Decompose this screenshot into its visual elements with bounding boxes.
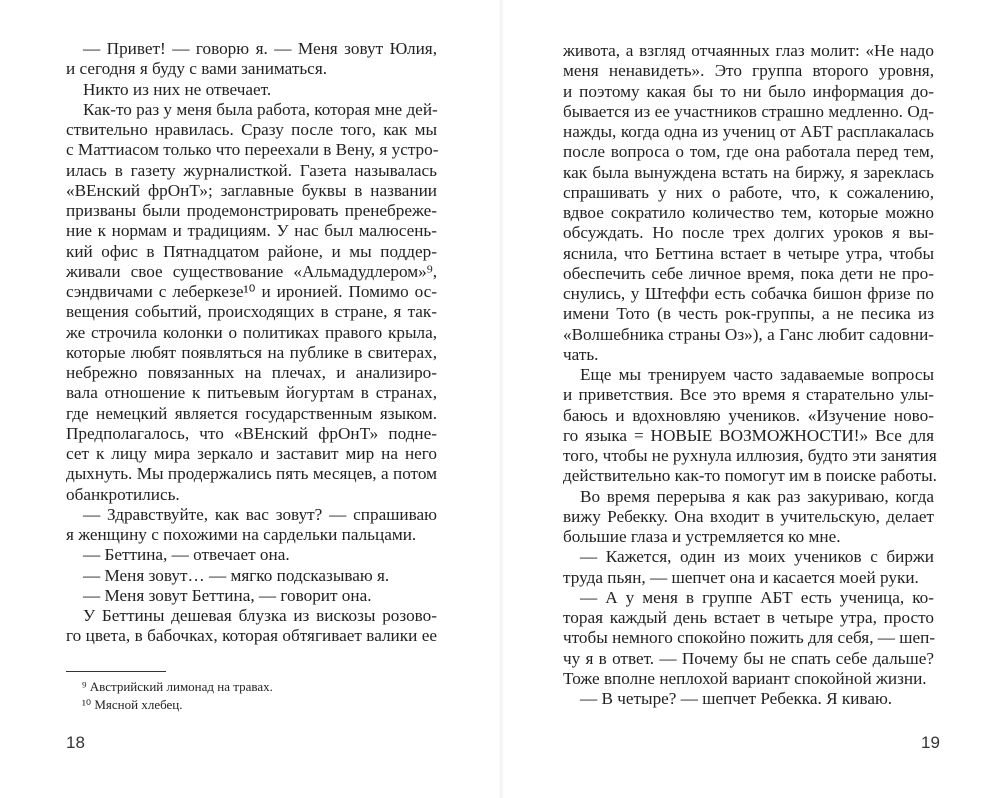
text-line: вдвое сократило количество тем, которые можно bbox=[563, 203, 934, 222]
text-line: где немецкий является государственным языком. bbox=[66, 403, 437, 423]
left-page bbox=[0, 0, 500, 798]
text-line: — Меня зовут… — мягко подсказываю я. bbox=[83, 565, 390, 585]
page-text bbox=[66, 39, 437, 647]
page-text bbox=[563, 41, 937, 709]
text-line: — Кажется, один из моих учеников с биржи bbox=[580, 547, 934, 567]
text-line: меня ненавидеть». Это группа второго уровня, bbox=[563, 61, 934, 81]
text-line: обанкротились. bbox=[66, 484, 180, 504]
paragraph bbox=[563, 41, 934, 365]
text-line: призваны были продемонстрировать пренебреже- bbox=[66, 201, 437, 220]
text-line: У Беттины дешевая блузка из вискозы розово- bbox=[83, 606, 437, 625]
text-line: сэндвичами с леберкезе¹⁰ и иронией. Помимо ос- bbox=[66, 282, 437, 301]
footnotes bbox=[82, 678, 273, 714]
text-line: илась в газету журналисткой. Газета называлась bbox=[66, 160, 437, 180]
text-line: нажды, когда одна из учениц от АБТ расплакалась bbox=[563, 122, 934, 141]
footnote: ⁹ Австрийский лимонад на травах. bbox=[82, 679, 273, 694]
text-line: небрежно повязанных на плечах, и анализиро- bbox=[66, 363, 437, 382]
text-line: как была вынуждена встать на биржу, я зареклась bbox=[563, 162, 934, 182]
text-line: вижу Ребекку. Она входит в учительскую, делает bbox=[563, 506, 934, 526]
text-line: торая каждый день встает в четыре утра, просто bbox=[563, 608, 934, 627]
text-line: ствительно нравилась. Сразу после того, как мы bbox=[66, 120, 437, 139]
text-line: «ВЕнский фрОнТ»; заглавные буквы в названии bbox=[66, 180, 437, 200]
paragraph bbox=[66, 80, 437, 100]
text-line: — А у меня в группе АБТ есть ученица, ко- bbox=[580, 587, 934, 607]
paragraph bbox=[563, 365, 937, 487]
text-line: труда пьян, — шепчет она и касается моей руки. bbox=[563, 567, 919, 587]
text-line: — В четыре? — шепчет Ребекка. Я киваю. bbox=[580, 689, 893, 708]
paragraph bbox=[66, 586, 437, 606]
text-line: — Привет! — говорю я. — Меня зовут Юлия, bbox=[83, 39, 437, 58]
text-line: обеспечить себе личное время, пока дети не про- bbox=[563, 263, 934, 283]
text-line: и сегодня я буду с вами заниматься. bbox=[66, 59, 328, 79]
text-line: яснила, что Беттина встает в четыре утра, чтобы bbox=[563, 243, 934, 263]
text-line: Еще мы тренируем часто задаваемые вопросы bbox=[580, 365, 934, 384]
text-line: которые любят появляться на публике в свитерах, bbox=[66, 342, 437, 362]
footnote-divider bbox=[66, 671, 166, 672]
text-line: — Меня зовут Беттина, — говорит она. bbox=[83, 585, 372, 605]
paragraph bbox=[563, 487, 934, 548]
text-line: я женщину с похожими на сардельки пальцами. bbox=[66, 525, 417, 544]
right-page bbox=[501, 0, 1001, 798]
paragraph bbox=[66, 606, 437, 647]
text-line: имени Тото (в честь рок-группы, а не песика из bbox=[563, 304, 934, 324]
paragraph bbox=[66, 100, 437, 505]
text-line: вала отношение к питьевым йогуртам в странах, bbox=[66, 383, 437, 403]
paragraph bbox=[563, 689, 934, 709]
text-line: живота, а взгляд отчаянных глаз молит: «Не надо bbox=[563, 41, 934, 60]
text-line: же строчила колонки о политиках правого крыла, bbox=[66, 322, 437, 342]
text-line: обсуждать. Но после трех долгих уроков я вы- bbox=[563, 223, 934, 243]
text-line: большие глаза и устремляется ко мне. bbox=[563, 527, 841, 546]
page-number: 18 bbox=[66, 733, 85, 752]
page-number: 19 bbox=[921, 733, 940, 752]
text-line: баюсь и вдохновляю учеников. «Изучение ново- bbox=[563, 405, 934, 425]
text-line: Как-то раз у меня была работа, которая мне дей- bbox=[83, 99, 438, 119]
text-line: живали свое существование «Альмадудлером»⁹, bbox=[66, 261, 437, 281]
text-line: «Волшебника страны Оз»), а Ганс любит садовни- bbox=[563, 324, 934, 344]
text-line: действительно как-то помогут им в поиске работы. bbox=[563, 466, 937, 486]
text-line: чтобы немного спокойно пожить для себя, — шеп- bbox=[563, 628, 936, 648]
text-line: Тоже вполне неплохой вариант спокойной жизни. bbox=[563, 668, 927, 688]
text-line: чу я в ответ. — Почему бы не спать себе дальше? bbox=[563, 648, 934, 668]
paragraph bbox=[563, 547, 934, 588]
text-line: Во время перерыва я как раз закуриваю, когда bbox=[580, 486, 934, 506]
text-line: того, чтобы не рухнула иллюзия, будто эти занятия bbox=[563, 446, 937, 465]
text-line: кий офис в Пятнадцатом районе, и мы поддер- bbox=[66, 241, 437, 261]
text-line: го цвета, в бабочках, которая обтягивает валики ее bbox=[66, 626, 437, 646]
text-line: снулись, у Штеффи есть собачка бишон фризе по bbox=[563, 284, 934, 303]
paragraph bbox=[66, 505, 437, 546]
text-line: бывается из ее участников страшно медленно. Од- bbox=[563, 101, 934, 121]
text-line: — Здравствуйте, как вас зовут? — спрашиваю bbox=[83, 504, 437, 524]
text-line: Предполагалось, что «ВЕнский фрОнТ» подне- bbox=[66, 423, 437, 443]
text-line: дыхнуть. Мы продержались пять месяцев, а потом bbox=[66, 464, 437, 484]
text-line: спрашивать у них о работе, что, к сожалению, bbox=[563, 182, 934, 202]
text-line: ние к нормам и традициям. У нас был малюсень- bbox=[66, 221, 437, 241]
text-line: после вопроса о том, где она работала перед тем, bbox=[563, 142, 934, 162]
text-line: го языка = НОВЫЕ ВОЗМОЖНОСТИ!» Все для bbox=[563, 425, 934, 445]
text-line: чать. bbox=[563, 344, 599, 364]
paragraph bbox=[66, 545, 437, 565]
footnote: ¹⁰ Мясной хлебец. bbox=[82, 697, 183, 712]
text-line: — Беттина, — отвечает она. bbox=[83, 545, 290, 565]
text-line: с Маттиасом только что переехали в Вену, я устро- bbox=[66, 140, 439, 160]
text-line: и поэтому какая бы то ни было информация до- bbox=[563, 81, 934, 101]
text-line: сет к лицу мира зеркало и заставит мир на него bbox=[66, 444, 437, 463]
paragraph bbox=[66, 39, 437, 80]
paragraph bbox=[66, 566, 437, 586]
paragraph bbox=[563, 588, 934, 689]
text-line: вещения событий, происходящих в стране, я так- bbox=[66, 302, 437, 322]
text-line: Никто из них не отвечает. bbox=[83, 79, 272, 99]
text-line: и приветствия. Все это время я старательно улы- bbox=[563, 385, 934, 405]
